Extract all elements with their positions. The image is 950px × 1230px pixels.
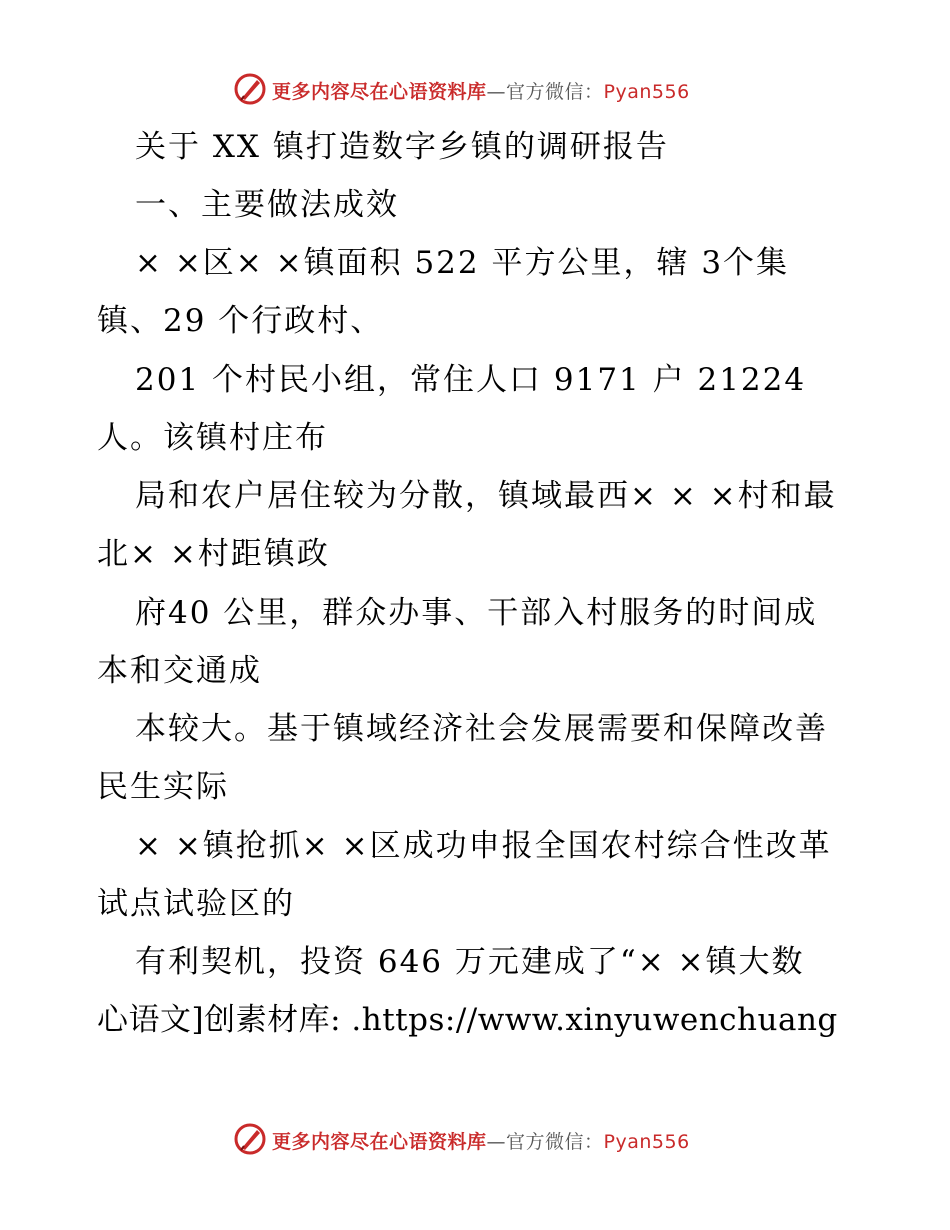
- watermark-text: [272, 77, 690, 104]
- source-link-line: 心语文]创素材库: .https://www.xinyuwenchuang: [97, 1002, 838, 1038]
- watermark-wechat-label: 官方微信：: [506, 1131, 604, 1153]
- body-line: 北× ×村距镇政: [97, 536, 330, 572]
- header-watermark: [0, 70, 950, 110]
- body-line: 201 个村民小组，常住人口 9171 户 21224: [135, 362, 807, 398]
- body-line: × ×区× ×镇面积 522 平方公里，辖 3个集: [135, 245, 790, 281]
- footer-watermark: [0, 1120, 950, 1160]
- watermark-separator: —: [486, 1131, 507, 1153]
- body-line: 本和交通成: [97, 653, 262, 689]
- watermark-wechat-label: 官方微信：: [506, 81, 604, 103]
- watermark-main-text: 更多内容尽在心语资料库: [272, 1131, 487, 1153]
- document-title: 关于 XX 镇打造数字乡镇的调研报告: [135, 129, 669, 165]
- body-line: 有利契机，投资 646 万元建成了“× ×镇大数: [135, 944, 805, 980]
- watermark-separator: —: [486, 81, 507, 103]
- body-line: 民生实际: [97, 769, 229, 805]
- feather-pen-logo-icon: [233, 72, 267, 106]
- body-line: 试点试验区的: [97, 886, 295, 922]
- body-line: 局和农户居住较为分散，镇域最西× × ×村和最: [135, 478, 837, 514]
- body-line: × ×镇抢抓× ×区成功申报全国农村综合性改革: [135, 828, 832, 864]
- body-line: 镇、29 个行政村、: [97, 303, 384, 339]
- watermark-wechat-id: Pyan556: [603, 1131, 690, 1153]
- watermark-wechat-id: Pyan556: [603, 81, 690, 103]
- section-heading: 一、主要做法成效: [135, 187, 399, 223]
- feather-pen-logo-icon: [233, 1122, 267, 1156]
- body-line: 本较大。基于镇域经济社会发展需要和保障改善: [135, 711, 828, 747]
- watermark-main-text: 更多内容尽在心语资料库: [272, 81, 487, 103]
- body-line: 府40 公里，群众办事、干部入村服务的时间成: [135, 595, 818, 631]
- watermark-text: [272, 1127, 690, 1154]
- body-line: 人。该镇村庄布: [97, 420, 328, 456]
